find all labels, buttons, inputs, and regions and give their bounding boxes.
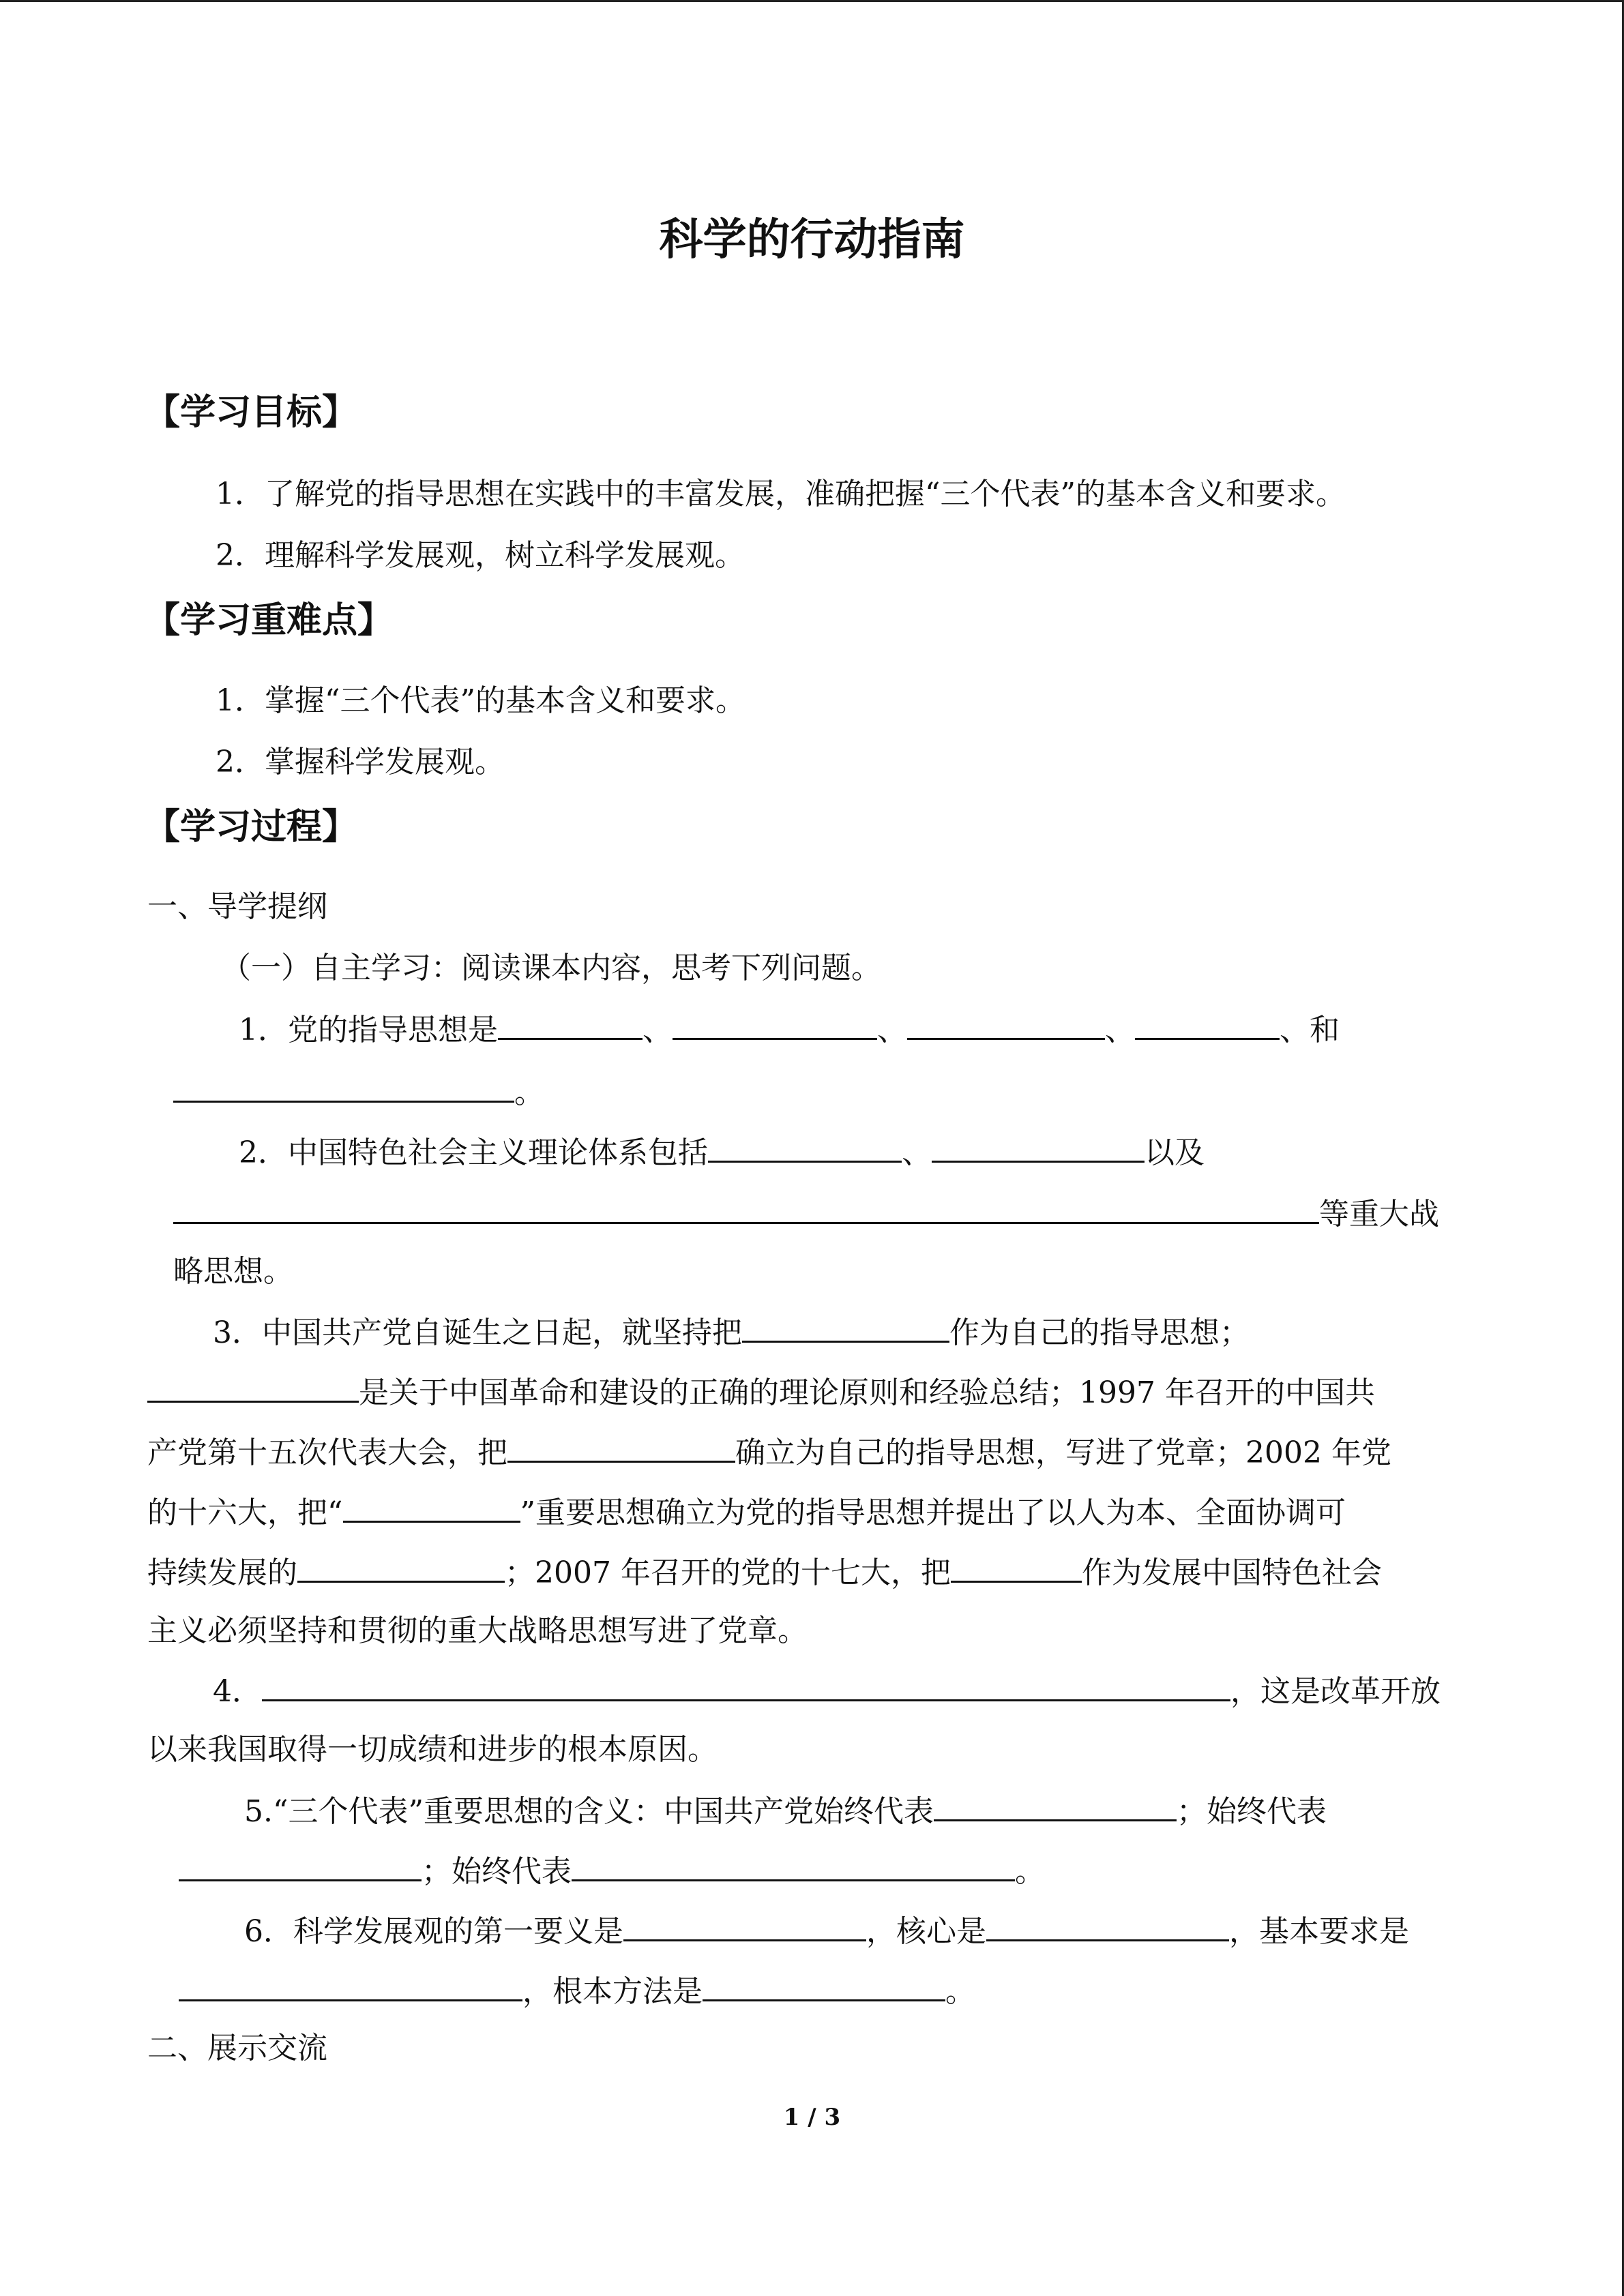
question-5-line-1: 5.“三个代表”重要思想的含义：中国共产党始终代表 ；始终代表 bbox=[244, 1789, 1327, 1832]
fill-blank[interactable] bbox=[507, 1431, 735, 1463]
fill-blank[interactable] bbox=[147, 1371, 359, 1403]
question-2-line-2: 等重大战 bbox=[173, 1192, 1439, 1235]
question-2-line-1: 2．中国特色社会主义理论体系包括 、 以及 bbox=[239, 1131, 1205, 1174]
goals-heading: 【学习目标】 bbox=[145, 392, 358, 433]
fill-blank[interactable] bbox=[907, 1008, 1105, 1040]
self-study-heading: （一）自主学习：阅读课本内容，思考下列问题。 bbox=[221, 951, 881, 985]
fill-blank[interactable] bbox=[1135, 1008, 1280, 1040]
part-one-heading: 一、导学提纲 bbox=[147, 889, 327, 924]
part-two-heading: 二、展示交流 bbox=[147, 2031, 327, 2066]
fill-blank[interactable] bbox=[343, 1491, 520, 1523]
fill-blank[interactable] bbox=[708, 1131, 902, 1163]
question-3-line-3: 产党第十五次代表大会，把 确立为自己的指导思想，写进了党章；2002 年党 bbox=[147, 1431, 1391, 1474]
page-top-border bbox=[0, 0, 1624, 2]
fill-blank[interactable] bbox=[986, 1909, 1229, 1941]
question-3-line-1: 3．中国共产党自诞生之日起，就坚持把 作为自己的指导思想； bbox=[213, 1311, 1250, 1354]
key-item-1: 1．掌握“三个代表”的基本含义和要求。 bbox=[216, 683, 745, 718]
fill-blank[interactable] bbox=[179, 1969, 522, 2001]
question-3-line-2: 是关于中国革命和建设的正确的理论原则和经验总结；1997 年召开的中国共 bbox=[147, 1371, 1375, 1414]
page-number: 1 / 3 bbox=[783, 2104, 841, 2131]
key-item-2: 2．掌握科学发展观。 bbox=[216, 745, 505, 779]
fill-blank[interactable] bbox=[262, 1669, 1230, 1701]
question-6-line-1: 6．科学发展观的第一要义是 ，核心是 ，基本要求是 bbox=[244, 1909, 1409, 1952]
fill-blank[interactable] bbox=[173, 1071, 514, 1103]
fill-blank[interactable] bbox=[297, 1551, 505, 1583]
fill-blank[interactable] bbox=[932, 1131, 1145, 1163]
question-5-line-2: ；始终代表 。 bbox=[179, 1849, 1045, 1892]
question-1-line-1: 1．党的指导思想是 、 、 、 、和 bbox=[239, 1008, 1340, 1051]
fill-blank[interactable] bbox=[951, 1551, 1082, 1583]
question-4-line-1: 4． ，这是改革开放 bbox=[213, 1669, 1441, 1712]
question-2-line-3: 略思想。 bbox=[173, 1254, 293, 1289]
fill-blank[interactable] bbox=[934, 1789, 1177, 1821]
fill-blank[interactable] bbox=[173, 1192, 1319, 1224]
document-title: 科学的行动指南 bbox=[659, 215, 965, 265]
question-1-line-2: 。 bbox=[173, 1071, 544, 1114]
fill-blank[interactable] bbox=[498, 1008, 643, 1040]
question-4-line-2: 以来我国取得一切成绩和进步的根本原因。 bbox=[147, 1732, 718, 1767]
fill-blank[interactable] bbox=[623, 1909, 866, 1941]
process-heading: 【学习过程】 bbox=[145, 807, 358, 848]
question-3-line-5: 持续发展的 ；2007 年召开的党的十七大，把 作为发展中国特色社会 bbox=[147, 1551, 1382, 1594]
question-3-line-6: 主义必须坚持和贯彻的重大战略思想写进了党章。 bbox=[147, 1613, 808, 1648]
fill-blank[interactable] bbox=[703, 1969, 945, 2001]
question-3-line-4: 的十六大，把“ ”重要思想确立为党的指导思想并提出了以人为本、全面协调可 bbox=[147, 1491, 1346, 1534]
fill-blank[interactable] bbox=[179, 1849, 422, 1881]
fill-blank[interactable] bbox=[742, 1311, 949, 1343]
fill-blank[interactable] bbox=[572, 1849, 1015, 1881]
goal-item-1: 1．了解党的指导思想在实践中的丰富发展，准确把握“三个代表”的基本含义和要求。 bbox=[216, 477, 1346, 511]
goal-item-2: 2．理解科学发展观，树立科学发展观。 bbox=[216, 538, 745, 573]
question-6-line-2: ，根本方法是 。 bbox=[179, 1969, 975, 2012]
fill-blank[interactable] bbox=[673, 1008, 877, 1040]
key-points-heading: 【学习重难点】 bbox=[145, 600, 394, 641]
